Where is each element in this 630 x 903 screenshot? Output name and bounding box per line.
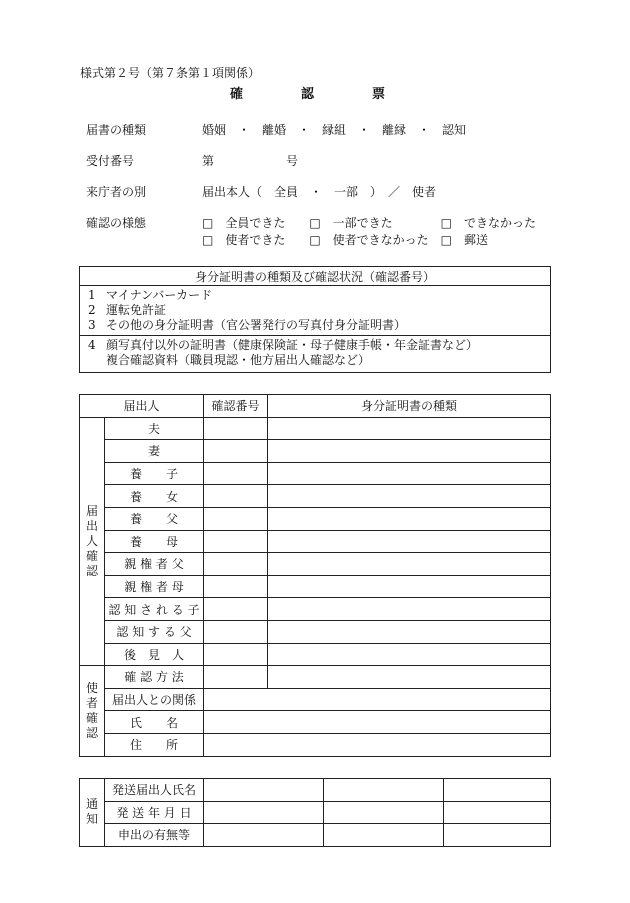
confirmation-state-row1[interactable]: □ 全員できた □ 一部できた □ できなかった: [202, 216, 537, 230]
row-label: 養 父: [105, 507, 204, 530]
row-label: 養 母: [105, 530, 204, 553]
conf-no-cell[interactable]: [204, 553, 268, 576]
confirmation-state-label: 確認の様態: [86, 216, 147, 230]
table-row: [80, 530, 551, 553]
id-docs-table: [79, 266, 551, 373]
value-cell[interactable]: [204, 733, 551, 756]
id-docs-heading: 身分証明書の種類及び確認状況（確認番号）: [80, 267, 551, 286]
value-cell[interactable]: [444, 824, 551, 847]
notification-type-options[interactable]: 婚姻 ・ 離婚 ・ 縁組 ・ 離縁 ・ 認知: [202, 123, 467, 137]
conf-no-cell[interactable]: [204, 598, 268, 621]
header-doc-type: 身分証明書の種類: [268, 395, 551, 418]
conf-no-cell[interactable]: [204, 666, 268, 689]
value-cell[interactable]: [324, 824, 444, 847]
doc-type-cell[interactable]: [268, 530, 551, 553]
title-char-3: 票: [372, 87, 388, 102]
group-label-messenger: 使 者 確 認: [80, 666, 105, 756]
conf-no-cell[interactable]: [204, 530, 268, 553]
conf-no-cell[interactable]: [204, 507, 268, 530]
list-item: 1 マイナンバーカード: [88, 288, 213, 302]
id-docs-item4: [80, 336, 551, 373]
value-cell[interactable]: [444, 779, 551, 802]
row-label: 住 所: [105, 733, 204, 756]
value-cell[interactable]: [204, 688, 551, 711]
receipt-number-label: 受付番号: [86, 154, 135, 168]
conf-no-cell[interactable]: [204, 620, 268, 643]
value-cell[interactable]: [204, 824, 324, 847]
table-row: [80, 824, 551, 847]
row-label: 発送届出人氏名: [105, 779, 204, 802]
notification-type-label: 届書の種類: [86, 123, 147, 137]
row-label: 発 送 年 月 日: [105, 801, 204, 824]
list-item: 2 運転免許証: [88, 303, 167, 317]
row-label: 確 認 方 法: [105, 666, 204, 689]
doc-type-cell[interactable]: [268, 553, 551, 576]
notice-table: [79, 778, 551, 847]
row-label: 認 知 す る 父: [105, 620, 204, 643]
list-item-sub: 複合確認資料（職員現認・他方届出人確認など）: [106, 353, 371, 367]
row-label: 届出人との関係: [105, 688, 204, 711]
table-row: [80, 598, 551, 621]
doc-type-cell[interactable]: [268, 620, 551, 643]
value-cell[interactable]: [324, 779, 444, 802]
value-cell[interactable]: [204, 711, 551, 734]
row-label: 申出の有無等: [105, 824, 204, 847]
conf-no-cell[interactable]: [204, 417, 268, 440]
value-cell[interactable]: [444, 801, 551, 824]
doc-type-cell[interactable]: [268, 643, 551, 666]
list-item: 4 顔写真付以外の証明書（健康保険証・母子健康手帳・年金証書など）: [88, 338, 479, 352]
doc-type-cell[interactable]: [268, 462, 551, 485]
table-row: [80, 801, 551, 824]
conf-no-cell[interactable]: [204, 440, 268, 463]
doc-type-cell[interactable]: [268, 440, 551, 463]
group-label-notifier: 届 出 人 確 認: [80, 417, 105, 666]
row-label: 親 権 者 父: [105, 553, 204, 576]
value-cell[interactable]: [324, 801, 444, 824]
table-row: [80, 688, 551, 711]
title-char-1: 確: [230, 87, 246, 102]
doc-type-cell[interactable]: [268, 666, 551, 689]
conf-no-cell[interactable]: [204, 485, 268, 508]
title-char-2: 認: [301, 87, 317, 102]
conf-no-cell[interactable]: [204, 462, 268, 485]
confirm-table: [79, 394, 551, 757]
confirmation-state-row2[interactable]: □ 使者できた □ 使者できなかった □ 郵送: [202, 233, 489, 247]
group-label-notice: 通 知: [80, 779, 105, 847]
visitor-type-label: 来庁者の別: [86, 185, 147, 199]
visitor-type-options[interactable]: 届出本人（ 全員 ・ 一部 ） ／ 使者: [202, 185, 437, 199]
table-row: [80, 666, 551, 689]
conf-no-cell[interactable]: [204, 575, 268, 598]
list-item: 3 その他の身分証明書（官公署発行の写真付身分証明書）: [88, 318, 407, 332]
value-cell[interactable]: [204, 779, 324, 802]
doc-type-cell[interactable]: [268, 485, 551, 508]
doc-type-cell[interactable]: [268, 417, 551, 440]
table-row: [80, 711, 551, 734]
row-label: 後 見 人: [105, 643, 204, 666]
conf-no-cell[interactable]: [204, 643, 268, 666]
table-row: [80, 485, 551, 508]
table-row: [80, 440, 551, 463]
doc-type-cell[interactable]: [268, 598, 551, 621]
doc-type-cell[interactable]: [268, 507, 551, 530]
doc-type-cell[interactable]: [268, 575, 551, 598]
row-label: 養 子: [105, 462, 204, 485]
header-notifier: 届出人: [80, 395, 204, 418]
row-label: 養 女: [105, 485, 204, 508]
row-label: 氏 名: [105, 711, 204, 734]
table-row: [80, 507, 551, 530]
table-row: [80, 643, 551, 666]
row-label: 親 権 者 母: [105, 575, 204, 598]
table-row: [80, 733, 551, 756]
header-conf-no: 確認番号: [204, 395, 268, 418]
table-row: [80, 575, 551, 598]
receipt-number-field[interactable]: 第 号: [202, 154, 299, 168]
table-row: [80, 553, 551, 576]
form-id: 様式第２号（第７条第１項関係）: [80, 66, 261, 80]
table-row: [80, 462, 551, 485]
table-row: [80, 620, 551, 643]
row-label: 認 知 さ れ る 子: [105, 598, 204, 621]
document-title: [230, 83, 387, 102]
value-cell[interactable]: [204, 801, 324, 824]
table-row: [80, 779, 551, 802]
row-label: 妻: [105, 440, 204, 463]
id-docs-list: [80, 286, 551, 336]
table-row: [80, 417, 551, 440]
row-label: 夫: [105, 417, 204, 440]
